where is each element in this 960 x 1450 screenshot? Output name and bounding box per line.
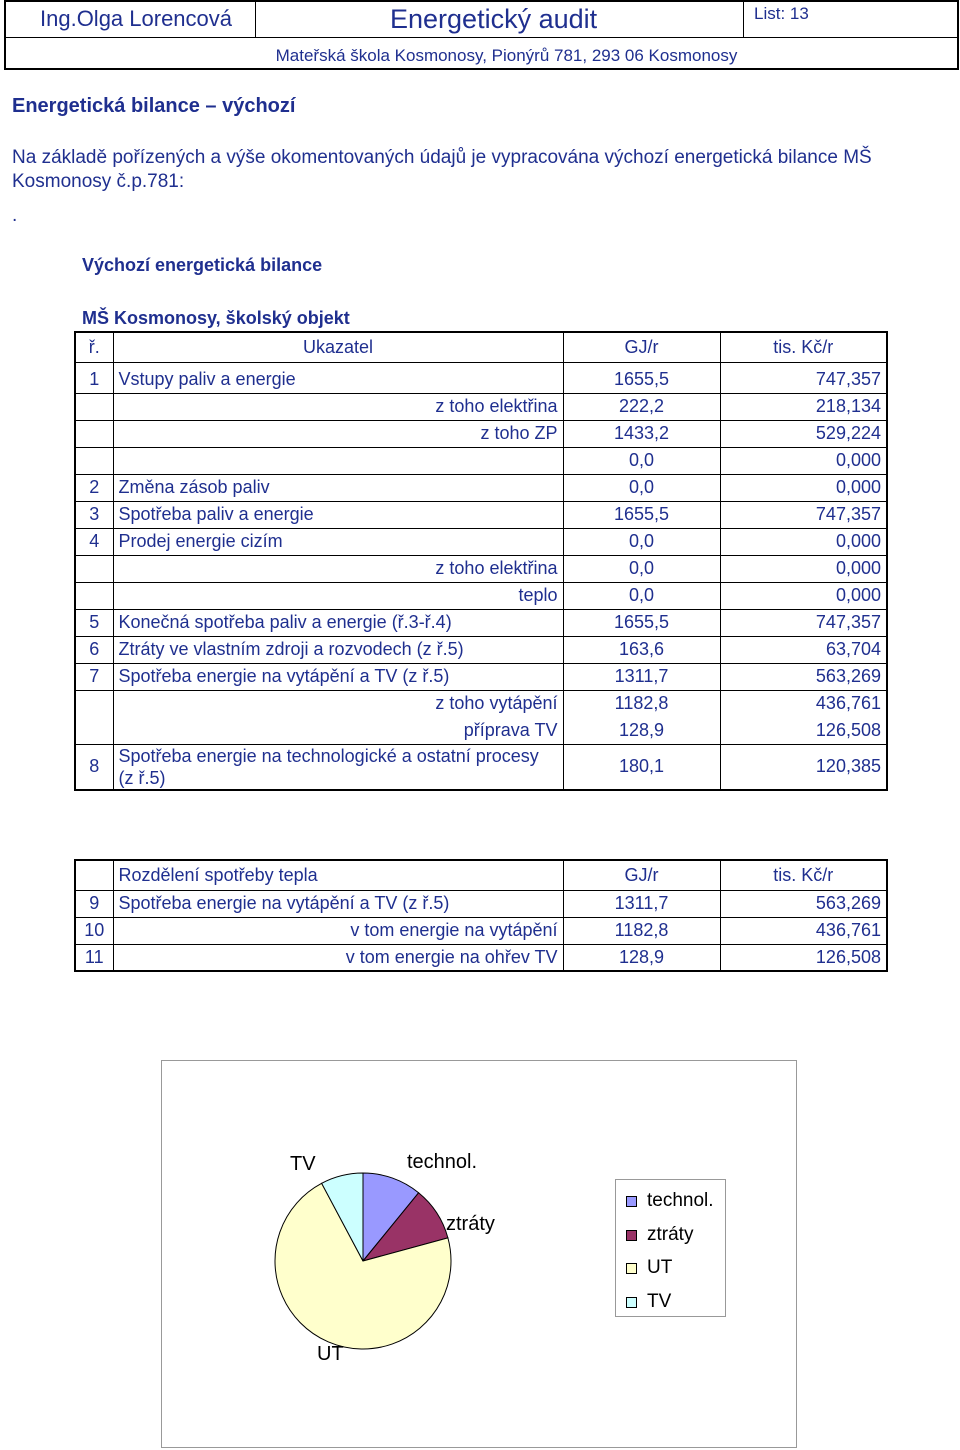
intro-paragraph: Na základě pořízených a výše okomentovaných údajů je vypracována výchozí energetická bilance MŠ Kosmonosy č.p.781: [12, 147, 872, 192]
header-page-number: List: 13 [743, 2, 959, 38]
legend-swatch [626, 1297, 637, 1308]
table-row: 1 Vstupy paliv a energie 1655,5 747,357 [75, 366, 887, 393]
table-row: 9 Spotřeba energie na vytápění a TV (z ř.5) 1311,7 563,269 [75, 890, 887, 917]
table-row: 5 Konečná spotřeba paliv a energie (ř.3-ř.4) 1655,5 747,357 [75, 609, 887, 636]
table-header-row [75, 860, 887, 890]
table-row: 7 Spotřeba energie na vytápění a TV (z ř.5) 1311,7 563,269 [75, 663, 887, 690]
col-header-gj: GJ/r [563, 332, 720, 362]
table-row: teplo 0,0 0,000 [75, 582, 887, 609]
legend-swatch [626, 1196, 637, 1207]
col-header-row-no: ř. [75, 332, 113, 362]
header-subtitle: Mateřská škola Kosmonosy, Pionýrů 781, 293 06 Kosmonosy [275, 46, 738, 65]
table-row: 0,0 0,000 [75, 447, 887, 474]
page-header [4, 0, 959, 70]
col-header-gj: GJ/r [563, 860, 720, 890]
table-row: 6 Ztráty ve vlastním zdroji a rozvodech (z ř.5) 163,6 63,704 [75, 636, 887, 663]
table-subcaption: MŠ Kosmonosy, školský objekt [82, 308, 350, 328]
intro-dot: . [12, 205, 18, 226]
header-author: Ing.Olga Lorencová [6, 2, 256, 38]
table-row: 11 v tom energie na ohřev TV 128,9 126,508 [75, 944, 887, 971]
table-caption: Výchozí energetická bilance [82, 255, 323, 275]
heat-distribution-table [74, 859, 888, 972]
table-row: 2 Změna zásob paliv 0,0 0,000 [75, 474, 887, 501]
col-header-indicator: Ukazatel [113, 332, 563, 362]
table-row: z toho elektřina 0,0 0,000 [75, 555, 887, 582]
pie-label-ztraty: ztráty [446, 1213, 495, 1235]
chart-legend: technol. ztráty UT TV [615, 1179, 726, 1317]
table-header-row [75, 332, 887, 362]
pie-label-technol: technol. [407, 1151, 478, 1173]
table-row: 3 Spotřeba paliv a energie 1655,5 747,357 [75, 501, 887, 528]
table-row: příprava TV 128,9 126,508 [75, 717, 887, 744]
col-header-kc: tis. Kč/r [720, 860, 887, 890]
pie-chart [161, 1060, 797, 1448]
pie-label-ut: UT [317, 1343, 344, 1365]
table-row: z toho elektřina 222,2 218,134 [75, 393, 887, 420]
col-header-kc: tis. Kč/r [720, 332, 887, 362]
header-title: Energetický audit [256, 2, 743, 38]
pie-label-tv: TV [290, 1153, 316, 1175]
legend-swatch [626, 1263, 637, 1274]
section-heading: Energetická bilance – výchozí [12, 95, 296, 117]
energy-balance-table [74, 331, 888, 791]
table-row: 4 Prodej energie cizím 0,0 0,000 [75, 528, 887, 555]
table-row: 8 Spotřeba energie na technologické a ostatní procesy (z ř.5) 180,1 120,385 [75, 744, 887, 790]
table-row: z toho ZP 1433,2 529,224 [75, 420, 887, 447]
col-header-distribution: Rozdělení spotřeby tepla [113, 860, 563, 890]
table-row: z toho vytápění 1182,8 436,761 [75, 690, 887, 717]
legend-swatch [626, 1230, 637, 1241]
table-row: 10 v tom energie na vytápění 1182,8 436,761 [75, 917, 887, 944]
